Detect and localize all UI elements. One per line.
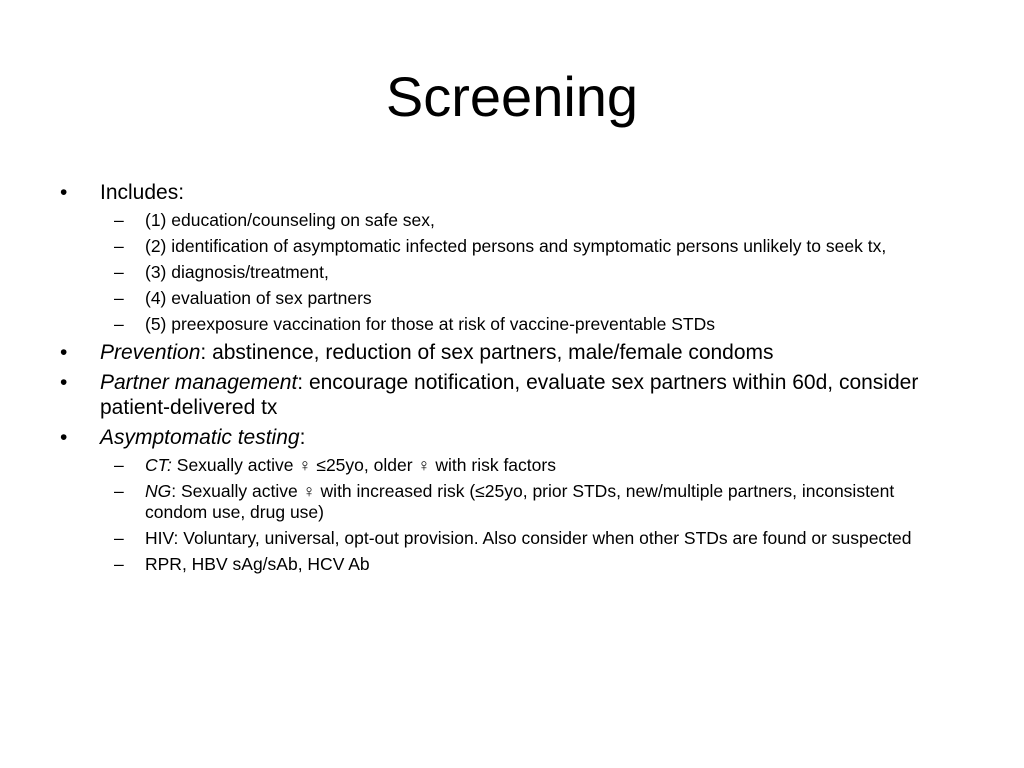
dash-marker: – — [114, 554, 124, 574]
bullet-marker: • — [60, 181, 68, 204]
dash-marker: – — [114, 210, 124, 230]
bullet-text: : encourage notification, evaluate sex partners within 60d, consider patient-delivered tx — [100, 371, 919, 419]
dash-marker: – — [114, 455, 124, 475]
bullet-item-prevention — [60, 340, 960, 365]
bullet-text: Includes: — [100, 181, 185, 204]
slide-title: Screening — [385, 65, 639, 128]
subbullet-text: (5) preexposure vaccination for those at risk of vaccine-preventable STDs — [145, 314, 715, 334]
subbullet-item-hiv — [60, 528, 960, 549]
bullet-item-partner-management — [60, 370, 960, 420]
bullet-marker: • — [60, 341, 68, 364]
subbullet-item-ng — [60, 481, 960, 523]
bullet-italic-lead: Partner management — [100, 371, 298, 394]
bullet-text: : — [299, 426, 306, 449]
subbullet-text: (3) diagnosis/treatment, — [145, 262, 329, 282]
bullet-marker: • — [60, 371, 68, 394]
bullet-item-includes — [60, 180, 960, 205]
dash-marker: – — [114, 236, 124, 256]
sublist-includes — [60, 210, 960, 335]
dash-marker: – — [114, 262, 124, 282]
bullet-italic-lead: Asymptomatic testing — [100, 426, 300, 449]
subbullet-text: Sexually active ♀ ≤25yo, older ♀ with risk factors — [171, 455, 556, 475]
subbullet-item — [60, 262, 960, 283]
dash-marker: – — [114, 528, 124, 548]
subbullet-item — [60, 288, 960, 309]
subbullet-text: (4) evaluation of sex partners — [145, 288, 372, 308]
subbullet-text: (1) education/counseling on safe sex, — [145, 210, 435, 230]
dash-marker: – — [114, 314, 124, 334]
subbullet-item-rpr — [60, 554, 960, 575]
subbullet-item — [60, 210, 960, 231]
subbullet-text: : Sexually active ♀ with increased risk (≤25yo, prior STDs, new/multiple partners, inconsistent condom use, drug use) — [145, 481, 895, 522]
subbullet-italic-lead: NG — [145, 481, 172, 501]
bullet-italic-lead: Prevention — [100, 341, 201, 364]
sublist-asymptomatic-testing — [60, 455, 960, 575]
bullet-item-asymptomatic-testing — [60, 425, 960, 450]
bullet-marker: • — [60, 426, 68, 449]
bullet-text: : abstinence, reduction of sex partners, male/female condoms — [200, 341, 774, 364]
subbullet-item-ct — [60, 455, 960, 476]
bullet-list — [60, 180, 960, 580]
subbullet-text: (2) identification of asymptomatic infected persons and symptomatic persons unlikely to seek tx, — [145, 236, 887, 256]
subbullet-item — [60, 236, 960, 257]
subbullet-italic-lead: CT: — [145, 455, 172, 475]
dash-marker: – — [114, 481, 124, 501]
subbullet-text: HIV: Voluntary, universal, opt-out provision. Also consider when other STDs are found or suspected — [145, 528, 912, 548]
subbullet-item — [60, 314, 960, 335]
subbullet-text: RPR, HBV sAg/sAb, HCV Ab — [145, 554, 370, 574]
dash-marker: – — [114, 288, 124, 308]
